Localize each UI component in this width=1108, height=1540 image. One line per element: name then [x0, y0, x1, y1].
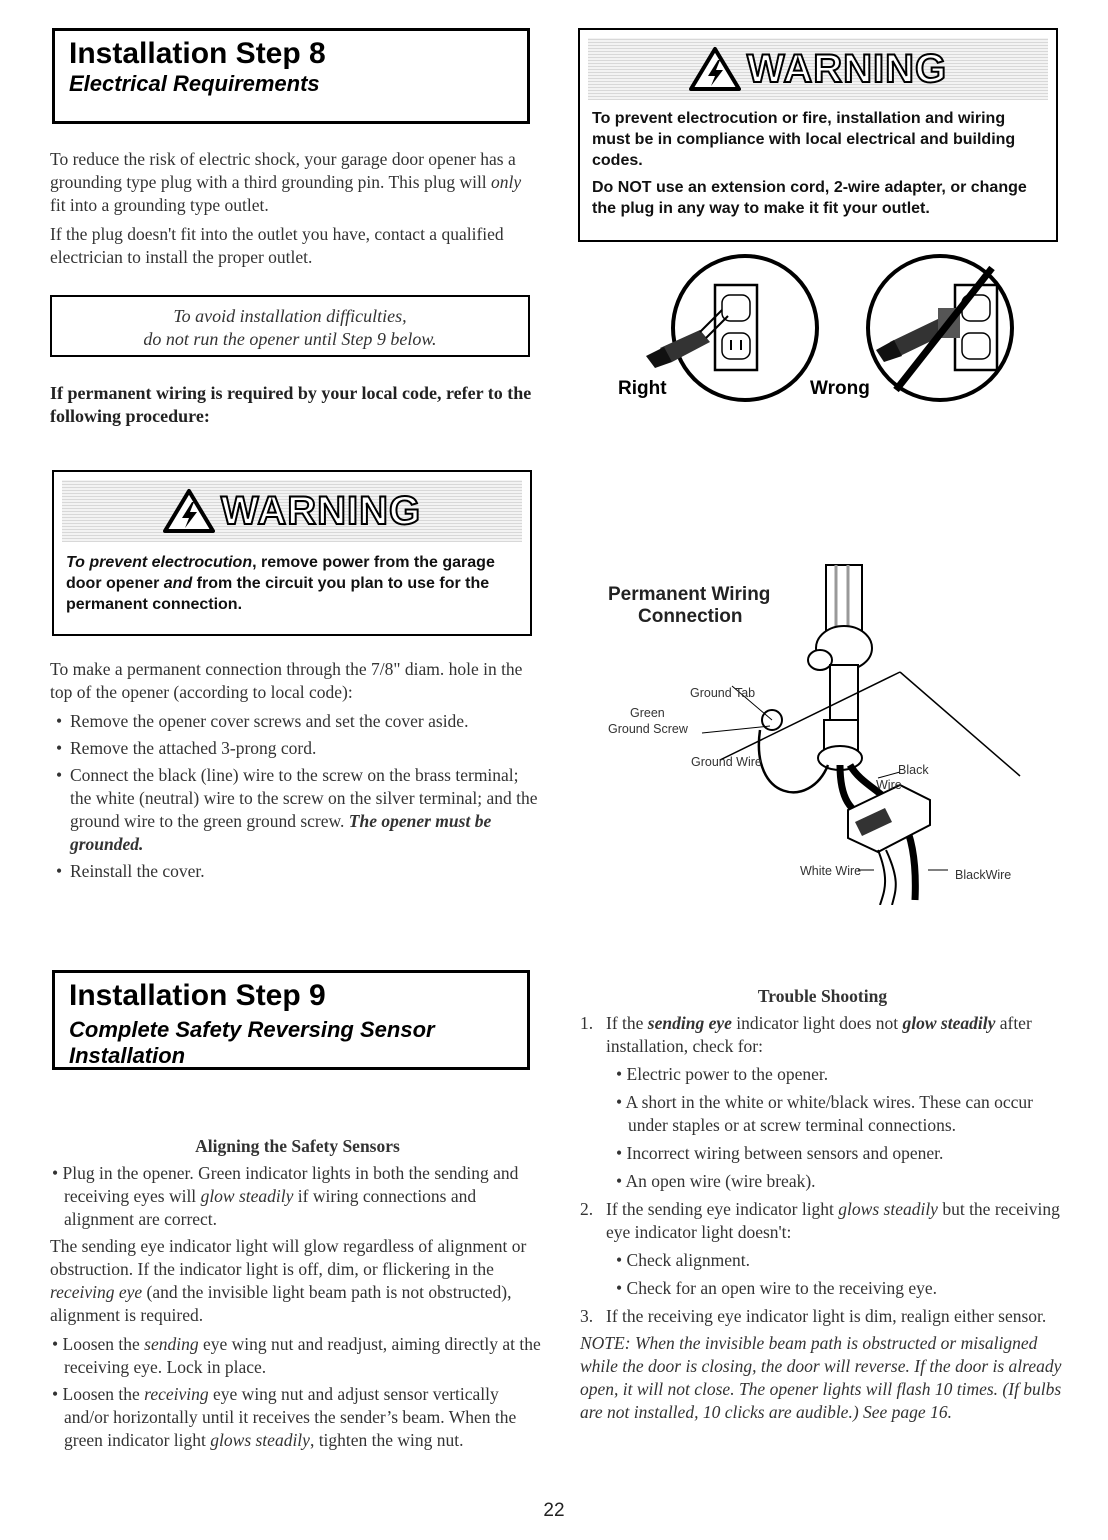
- step9-subtitle-line1: Complete Safety Reversing Sensor: [69, 1017, 435, 1042]
- procedure-intro: To make a permanent connection through the 7/8" diam. hole in the top of the opener (according to local code):: [50, 659, 523, 702]
- page-number: 22: [543, 1500, 565, 1521]
- permanent-wiring-intro: If permanent wiring is required by your local code, refer to the following procedure:: [50, 383, 532, 426]
- intro-paragraph-2: If the plug doesn't fit into the outlet you have, contact a qualified electrician to install the proper outlet.: [50, 224, 504, 267]
- troubleshooting-item-1: 1. If the sending eye indicator light does not glow steadily after installation, check for: • Electric power to the opener. • A short in the white or white/black wires. These can occur under staples or at screw terminal connections. • Incorrect wiring between sensors and opener. • An open wire (wire break).: [580, 1012, 1065, 1193]
- aligning-paragraph: The sending eye indicator light will glow regardless of alignment or obstruction. If the indicator light is off, dim, or flickering in the receiving eye (and the invisible light beam path is not obstructed), alignment is required.: [50, 1236, 527, 1325]
- difficulty-note: To avoid installation difficulties, do not run the opener until Step 9 below.: [50, 295, 530, 357]
- permanent-wiring-figure: [600, 560, 1060, 905]
- wrong-label: Wrong: [810, 378, 870, 399]
- aligning-heading: Aligning the Safety Sensors: [195, 1136, 400, 1156]
- ground-wire-label: Ground Wire: [691, 755, 762, 769]
- black-wire-label: BlackWire: [955, 868, 1012, 882]
- wiring-title-line1: Permanent Wiring: [608, 584, 771, 605]
- black-label: Black: [898, 763, 929, 777]
- permanent-procedure: [50, 658, 540, 887]
- warning-triangle-icon: [163, 488, 215, 534]
- step9-title: Installation Step 9: [69, 979, 326, 1012]
- green-label: Green: [630, 706, 665, 720]
- warning-banner: [588, 38, 1048, 100]
- ground-tab-label: Ground Tab: [690, 686, 756, 700]
- troubleshooting-item-3: 3. If the receiving eye indicator light is dim, realign either sensor.: [580, 1306, 1047, 1326]
- step9-subtitle-line2: Installation: [69, 1043, 186, 1068]
- procedure-bullets: [50, 710, 540, 883]
- troubleshooting-subitem: • A short in the white or white/black wires. These can occur under staples or at screw terminal connections.: [616, 1092, 1033, 1135]
- troubleshooting-subitem: • Electric power to the opener.: [616, 1064, 829, 1084]
- white-wire-label: White Wire: [800, 864, 862, 878]
- warning-banner: [62, 480, 522, 542]
- right-label: Right: [618, 378, 667, 399]
- aligning-bullet: • Loosen the sending eye wing nut and readjust, aiming directly at the receiving eye. Lock in place.: [52, 1334, 541, 1377]
- troubleshooting-section: [580, 985, 1065, 1430]
- procedure-bullet: • Reinstall the cover.: [50, 860, 540, 883]
- step8-header: [52, 28, 530, 124]
- warning-word: WARNING: [746, 46, 948, 91]
- warning-box-codes: [578, 28, 1058, 242]
- troubleshooting-subitem: • Check alignment.: [616, 1250, 750, 1270]
- right-plug-illustration: [646, 256, 817, 400]
- warning-text: To prevent electrocution, remove power from the garage door opener and from the circuit you plan to use for the permanent connection.: [66, 554, 495, 613]
- procedure-bullet: • Remove the opener cover screws and set the cover aside.: [50, 710, 540, 733]
- troubleshooting-item-2: 2. If the sending eye indicator light glows steadily but the receiving eye indicator light doesn't: • Check alignment. • Check for an open wire to the receiving eye.: [580, 1198, 1065, 1300]
- procedure-bullet: • Connect the black (line) wire to the screw on the brass terminal; the white (neutral) wire to the screw on the silver terminal; and the ground wire to the green ground screw. The opener must be grounded.: [50, 764, 540, 856]
- warning-box-electrocution: [52, 470, 532, 636]
- plug-outlet-figure: [600, 250, 1060, 410]
- procedure-bullet: • Remove the attached 3-prong cord.: [50, 737, 540, 760]
- ground-screw-label: Ground Screw: [608, 722, 688, 736]
- step8-subtitle: Electrical Requirements: [69, 71, 320, 96]
- wiring-title-line2: Connection: [638, 606, 743, 627]
- troubleshooting-heading: Trouble Shooting: [757, 986, 888, 1006]
- aligning-section: [50, 1135, 545, 1456]
- troubleshooting-note: NOTE: When the invisible beam path is obstructed or misaligned while the door is closing, the door will reverse. If the door is already open, it will not close. The opener lights will flash 10 times. (If bulbs are not installed, 10 clicks are audible.) See page 16.: [580, 1333, 1062, 1422]
- step8-title: Installation Step 8: [69, 37, 326, 70]
- step8-intro: [50, 148, 540, 275]
- warning-text: To prevent electrocution or fire, installation and wiring must be in compliance with local electrical and building codes. Do NOT use an extension cord, 2-wire adapter, or change the plug in any way to make it fit your outlet.: [592, 110, 1027, 217]
- wire-label: Wire: [876, 778, 902, 792]
- troubleshooting-subitem: • Incorrect wiring between sensors and opener.: [616, 1143, 944, 1163]
- aligning-bullet: • Plug in the opener. Green indicator lights in both the sending and receiving eyes will glow steadily if wiring connections and alignment are correct.: [52, 1163, 519, 1229]
- aligning-bullet: • Loosen the receiving eye wing nut and adjust sensor vertically and/or horizontally until it receives the sender’s beam. When the green indicator light glows steadily, tighten the wing nut.: [52, 1384, 517, 1450]
- troubleshooting-subitem: • Check for an open wire to the receiving eye.: [616, 1278, 938, 1298]
- intro-paragraph-1: To reduce the risk of electric shock, your garage door opener has a grounding type plug with a third grounding pin. This plug will only fit into a grounding type outlet.: [50, 149, 522, 215]
- troubleshooting-subitem: • An open wire (wire break).: [616, 1171, 816, 1191]
- warning-word: WARNING: [220, 488, 422, 533]
- step9-header: [52, 970, 530, 1070]
- warning-triangle-icon: [689, 46, 741, 92]
- wrong-plug-illustration: [868, 256, 1012, 400]
